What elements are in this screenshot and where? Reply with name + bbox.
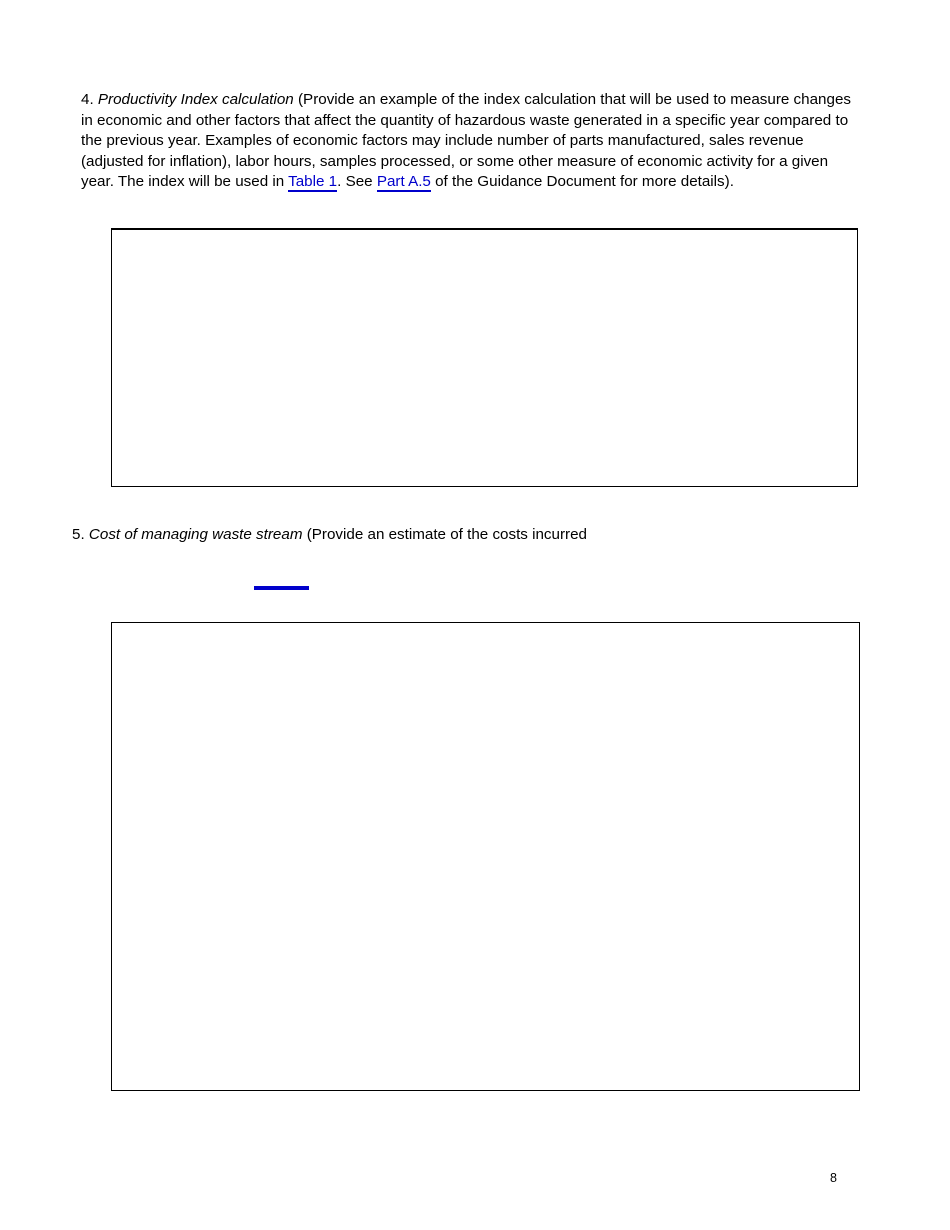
question-5-title: Cost of managing waste stream [88,526,303,543]
question-4-number: 4. [81,91,94,108]
question-5-description: (Provide an estimate of the costs incurred [306,526,587,543]
question-5-text [72,525,587,546]
question-4-text [81,90,859,193]
question-4-title: Productivity Index calculation [97,91,294,108]
question-4-description: (Provide an example of the index calculation that will be used to measure changes in economic and other factors that affect the quantity of hazardous waste generated in a specific year compared to the previous year. Examples of economic factors may include number of parts manufactured, sales revenue (adjusted for inflation), labor hours, samples processed, or some other measure of economic activity for a given year. The index will be used in [81,91,851,190]
table-1-link[interactable]: Table 1 [288,173,338,190]
question-4-see-text: . See [337,173,373,190]
question-4-guidance-text: of the Guidance Document for more details). [435,173,734,190]
page-number: 8 [830,1171,837,1185]
part-a5-link[interactable]: Part A.5 [376,173,431,190]
question-5-number: 5. [72,526,85,543]
link-underline-fragment [254,586,309,590]
waste-stream-cost-answer-box[interactable] [111,622,860,1091]
productivity-index-answer-box[interactable] [111,228,858,487]
